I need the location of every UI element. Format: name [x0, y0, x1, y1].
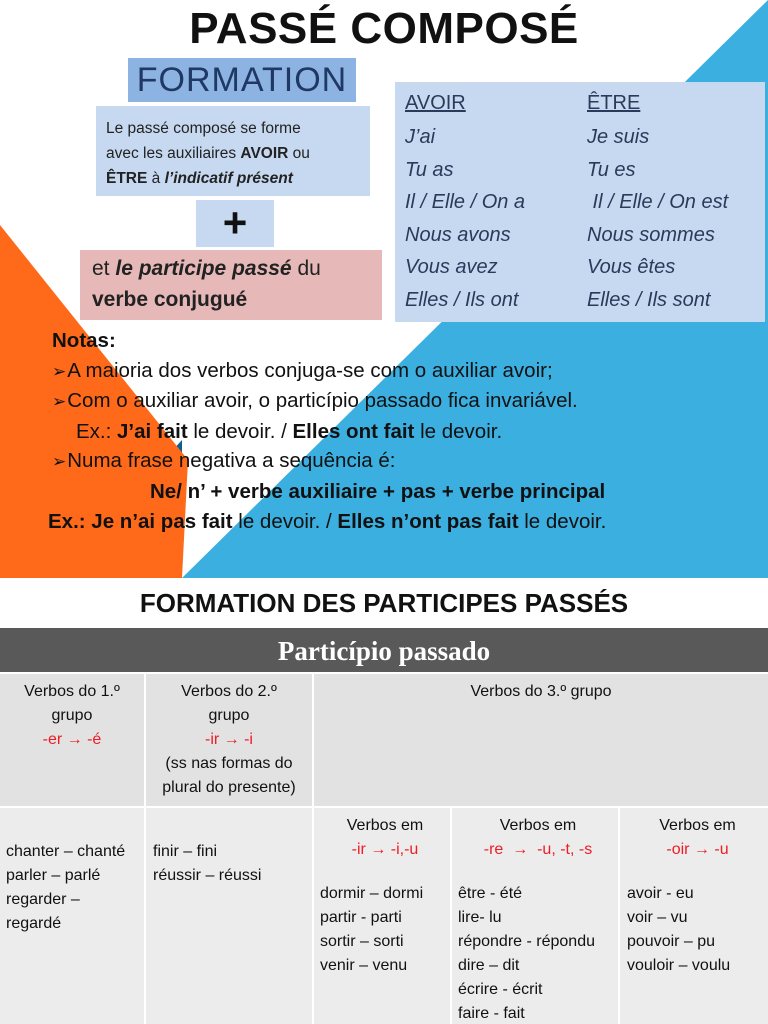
sub-oir-label: Verbos em [659, 817, 736, 834]
avoir-column [405, 88, 525, 317]
participe-term: le participe passé [115, 257, 292, 280]
group2-note: plural do presente) [162, 779, 296, 796]
list-item: réussir – réussi [153, 867, 262, 884]
bullet-arrow-icon: ➢ [52, 452, 67, 472]
list-item: voir – vu [627, 909, 688, 926]
plus-sign: + [196, 200, 274, 247]
group1-line1: Verbos do 1.º [24, 683, 120, 700]
note-bullet-2: Com o auxiliar avoir, o particípio passado fica invariável. [67, 389, 578, 413]
list-item: être - été [458, 885, 523, 902]
etre-row: Je suis [587, 126, 650, 148]
page-title: PASSÉ COMPOSÉ [189, 4, 579, 53]
group2-line2: grupo [208, 707, 250, 724]
participe-post: du [291, 257, 321, 280]
definition-line1: Le passé composé se forme [106, 120, 301, 137]
spacer [627, 862, 768, 882]
notes-heading: Notas: [52, 329, 116, 352]
table-title: Particípio passado [0, 628, 768, 672]
list-item: parler – parlé [6, 867, 101, 884]
spacer [320, 862, 450, 882]
group2-header [146, 674, 312, 806]
list-item: regarder – [6, 891, 80, 908]
definition-line2-end: ou [288, 145, 310, 162]
sub-ir-cell [314, 808, 450, 1024]
list-item: lire- lu [458, 909, 502, 926]
avoir-row: Vous avez [405, 256, 498, 279]
list-item: chanter – chanté [6, 843, 126, 860]
section-title: FORMATION DES PARTICIPES PASSÉS [139, 588, 629, 618]
group1-line2: grupo [51, 707, 93, 724]
group3-header [314, 674, 768, 806]
sub-re-label: Verbos em [499, 817, 577, 834]
list-item: avoir - eu [627, 885, 694, 902]
list-item: écrire - écrit [458, 981, 543, 998]
sub-re-rule: -re → -u, -t, -s [483, 841, 593, 858]
list-item: regardé [6, 915, 62, 932]
etre-row: Elles / Ils sont [587, 288, 711, 311]
group2-line1: Verbos do 2.º [181, 683, 277, 700]
list-item: pouvoir – pu [627, 933, 716, 950]
etre-row: Il / Elle / On est [587, 191, 729, 214]
sub-ir-label: Verbos em [346, 817, 424, 834]
avoir-row: Elles / Ils ont [405, 288, 519, 311]
spacer [458, 862, 618, 882]
example-bold: Je n’ai pas fait [91, 509, 233, 533]
sub-re-cell [452, 808, 618, 1024]
etre-column [587, 88, 728, 317]
bullet-arrow-icon: ➢ [52, 361, 67, 381]
list-item: sortir – sorti [320, 933, 404, 950]
avoir-row: J’ai [405, 126, 436, 148]
negation-formula: Ne/ n’ + verbe auxiliaire + pas + verbe principal [150, 479, 606, 503]
list-item: dire – dit [458, 957, 520, 974]
sub-oir-rule: -oir → -u [666, 841, 729, 858]
list-item: finir – fini [153, 843, 218, 860]
example-text: le devoir. / [187, 419, 293, 443]
example-label: Ex.: [76, 419, 118, 443]
list-item: venir – venu [320, 957, 408, 974]
conjugation-box [395, 82, 765, 322]
etre-row: Nous sommes [587, 223, 715, 246]
indicatif-term: l’indicatif présent [164, 170, 293, 187]
definition-line3-mid: à [147, 170, 165, 187]
note-bullet-3: Numa frase negativa a sequência é: [67, 449, 396, 473]
list-item: dormir – dormi [320, 885, 424, 902]
group2-examples [146, 808, 312, 1024]
avoir-header: AVOIR [405, 92, 466, 114]
definition-line2: avec les auxiliaires [106, 145, 241, 162]
group2-rule: -ir → -i [205, 731, 253, 748]
verbe-conjugue: verbe conjugué [92, 288, 248, 311]
avoir-row: Nous avons [405, 223, 511, 246]
example-text: le devoir. [414, 419, 503, 443]
notes-section [48, 326, 752, 536]
example-label: Ex.: [48, 509, 92, 533]
etre-row: Vous êtes [587, 256, 676, 279]
participe-pre: et [92, 257, 116, 280]
participe-box [80, 250, 382, 320]
list-item: faire - fait [458, 1005, 525, 1022]
list-item: vouloir – voulu [627, 957, 731, 974]
sub-ir-rule: -ir → -i,-u [351, 841, 419, 858]
group1-header [0, 674, 144, 806]
group1-rule: -er → -é [42, 731, 102, 748]
avoir-term: AVOIR [240, 145, 289, 162]
definition-box [96, 106, 370, 196]
example-bold: Elles ont fait [292, 419, 415, 443]
etre-row: Tu es [587, 158, 636, 181]
note-bullet-1: A maioria dos verbos conjuga-se com o auxiliar avoir; [67, 358, 553, 382]
group1-examples [0, 808, 144, 1024]
group2-note: (ss nas formas do [165, 755, 293, 772]
example-text: le devoir. [518, 509, 607, 533]
example-bold: J’ai fait [117, 419, 188, 443]
list-item: répondre - répondu [458, 933, 595, 950]
avoir-row: Tu as [405, 158, 454, 181]
list-item: partir - parti [320, 909, 402, 926]
avoir-row: Il / Elle / On a [405, 191, 526, 214]
etre-header: ÊTRE [587, 92, 641, 114]
bullet-arrow-icon: ➢ [52, 392, 67, 412]
example-text: le devoir. / [232, 509, 338, 533]
example-bold: Elles n’ont pas fait [337, 509, 519, 533]
group3-title: Verbos do 3.º grupo [470, 683, 612, 700]
formation-label: FORMATION [128, 58, 356, 102]
etre-term: ÊTRE [106, 170, 148, 187]
sub-oir-cell [620, 808, 768, 1024]
